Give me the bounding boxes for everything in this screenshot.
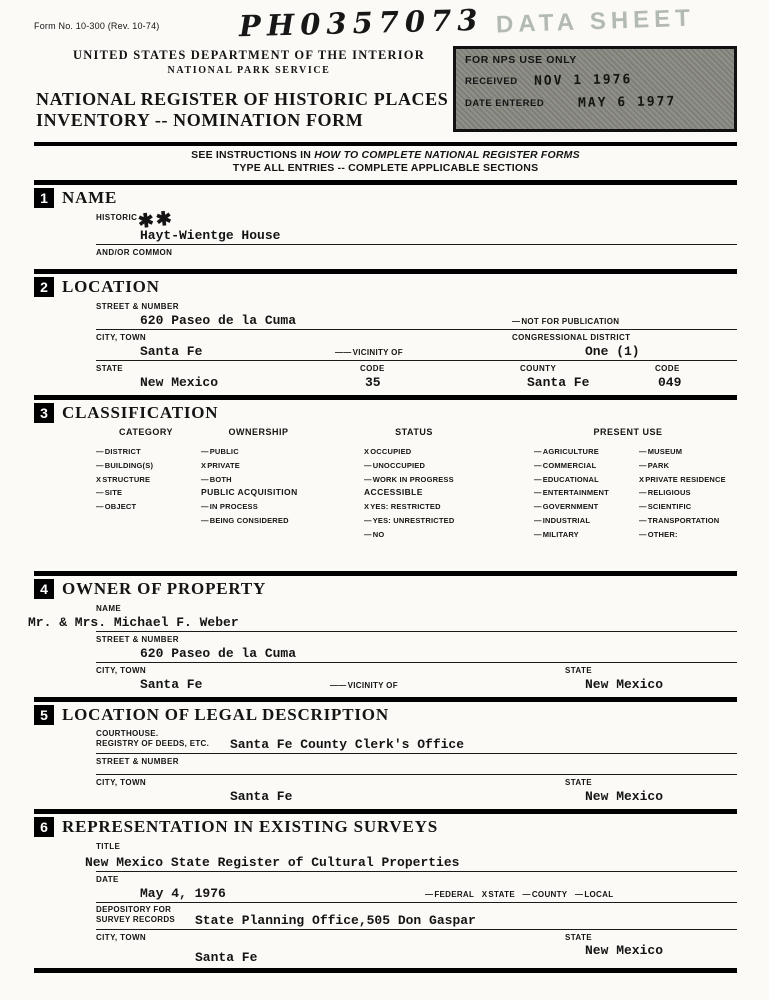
checkbox-mark: X xyxy=(96,474,102,484)
instructions-line2: TYPE ALL ENTRIES -- COMPLETE APPLICABLE SECTIONS xyxy=(232,162,539,174)
option-label: AGRICULTURE xyxy=(542,447,599,456)
public-acquisition-subheader: PUBLIC ACQUISITION xyxy=(201,487,298,498)
option-label: OBJECT xyxy=(104,502,137,512)
not-for-publication xyxy=(512,317,619,326)
option-label: NO xyxy=(372,529,385,539)
option-label: YES: RESTRICTED xyxy=(370,502,441,512)
county-code-value: 049 xyxy=(658,375,682,390)
checkbox-mark: — xyxy=(364,474,372,484)
option-label: LOCAL xyxy=(584,890,614,899)
section-1-header xyxy=(34,180,737,210)
received-label: RECEIVED xyxy=(465,76,518,87)
option-label: YES: UNRESTRICTED xyxy=(372,515,455,525)
state-row xyxy=(96,373,737,391)
checkbox-mark: — xyxy=(425,890,434,899)
checkbox-mark: — xyxy=(96,488,104,498)
checkbox-mark: — xyxy=(575,890,584,899)
vicinity-blank: —— xyxy=(335,348,352,357)
checkbox-mark: — xyxy=(534,474,542,484)
classification-grid xyxy=(96,425,737,567)
courthouse-value: Santa Fe County Clerk's Office xyxy=(230,737,465,752)
option-label: BEING CONSIDERED xyxy=(209,515,289,525)
section-4-body xyxy=(28,601,737,693)
classification-option xyxy=(639,459,726,473)
checkbox-mark: — xyxy=(96,447,104,456)
option-label: DISTRICT xyxy=(104,447,141,456)
checkbox-mark: X xyxy=(481,890,488,899)
checkbox-mark: — xyxy=(522,890,531,899)
section-4-number-badge: 4 xyxy=(34,579,54,599)
classification-option xyxy=(639,486,726,500)
classification-option xyxy=(96,486,153,500)
handwritten-asterisks: ✱✱ xyxy=(137,208,175,233)
legal-city-value: Santa Fe xyxy=(230,789,293,804)
section-4-title: OWNER OF PROPERTY xyxy=(62,579,267,598)
checkbox-mark: — xyxy=(534,460,542,470)
checkbox-mark: — xyxy=(364,529,372,539)
section-4-header xyxy=(34,571,737,601)
checkbox-mark: — xyxy=(639,515,647,525)
instructions-line1 xyxy=(34,149,737,161)
date-entered-row xyxy=(465,95,725,110)
vicinity-label: VICINITY OF xyxy=(347,681,398,690)
checkbox-mark: X xyxy=(639,474,645,484)
checkbox-mark: — xyxy=(201,447,209,456)
option-label: BOTH xyxy=(209,474,232,484)
option-label: MILITARY xyxy=(542,529,579,539)
classification-option xyxy=(201,500,298,514)
option-label: EDUCATIONAL xyxy=(542,474,599,484)
historic-label: HISTORIC xyxy=(96,213,138,222)
option-label: WORK IN PROGRESS xyxy=(372,474,454,484)
survey-title-row xyxy=(85,851,737,871)
section-5-header xyxy=(34,697,737,727)
section-1-number-badge: 1 xyxy=(34,188,54,208)
section-3-number-badge: 3 xyxy=(34,403,54,423)
owner-street-value: 620 Paseo de la Cuma xyxy=(140,646,297,661)
city-row xyxy=(96,342,737,360)
date-entered-label: DATE ENTERED xyxy=(465,98,545,109)
option-label: COMMERCIAL xyxy=(542,460,597,470)
checkbox-mark: — xyxy=(639,502,647,512)
level-county xyxy=(523,890,568,899)
state-code-value: 35 xyxy=(365,375,381,390)
classification-option xyxy=(364,445,454,459)
handwritten-control-number: PH0357073 xyxy=(238,2,484,44)
survey-state-value: New Mexico xyxy=(585,943,664,958)
option-label: BUILDING(S) xyxy=(104,460,154,470)
accessible-subheader: ACCESSIBLE xyxy=(364,487,423,498)
not-for-publication-label: NOT FOR PUBLICATION xyxy=(521,317,620,326)
checkbox-mark: — xyxy=(639,488,647,498)
state-label-row xyxy=(96,361,737,373)
option-label: TRANSPORTATION xyxy=(647,515,720,525)
checkbox-mark: — xyxy=(534,447,542,456)
courthouse-label-line1: COURTHOUSE. xyxy=(96,729,159,738)
option-label: OCCUPIED xyxy=(370,447,412,456)
courthouse-label xyxy=(96,729,209,749)
option-label: SITE xyxy=(104,488,123,498)
classification-option xyxy=(639,473,726,487)
section-6-number-badge: 6 xyxy=(34,817,54,837)
code-label-2: CODE xyxy=(655,364,680,373)
vicinity-label: VICINITY OF xyxy=(352,348,403,357)
instructions xyxy=(34,142,737,176)
header-left xyxy=(34,44,464,131)
bottom-bar xyxy=(34,968,737,973)
congressional-district-value: One (1) xyxy=(585,344,640,359)
ownership-column-header: OWNERSHIP xyxy=(228,427,289,437)
form-number: Form No. 10-300 (Rev. 10-74) xyxy=(34,21,160,31)
option-label: INDUSTRIAL xyxy=(542,515,591,525)
option-label: UNOCCUPIED xyxy=(372,460,426,470)
county-label: COUNTY xyxy=(520,364,557,373)
checkbox-mark: — xyxy=(201,474,209,484)
checkbox-mark: — xyxy=(96,502,104,512)
vicinity-blank: —— xyxy=(330,681,347,690)
street-row xyxy=(96,311,737,329)
street-value: 620 Paseo de la Cuma xyxy=(140,313,297,328)
section-2-header xyxy=(34,269,737,299)
owner-vicinity-of xyxy=(330,681,398,690)
option-label: STRUCTURE xyxy=(102,474,151,484)
checkbox-mark: — xyxy=(534,488,542,498)
classification-option xyxy=(534,500,609,514)
option-label: ENTERTAINMENT xyxy=(542,488,609,498)
survey-date-row xyxy=(96,884,737,902)
option-label: RELIGIOUS xyxy=(647,488,691,498)
owner-city-value: Santa Fe xyxy=(140,677,203,692)
depository-label xyxy=(96,905,175,925)
status-options xyxy=(364,445,454,542)
checkbox-mark: — xyxy=(201,502,209,512)
survey-title-label: TITLE xyxy=(96,842,121,851)
checkbox-mark: X xyxy=(364,447,370,456)
option-label: SCIENTIFIC xyxy=(647,502,692,512)
top-row xyxy=(34,2,737,44)
section-3-title: CLASSIFICATION xyxy=(62,403,219,422)
classification-option xyxy=(201,473,298,487)
present-use-left-options xyxy=(534,445,609,542)
survey-city-label: CITY, TOWN xyxy=(96,933,147,942)
depository-label-line1: DEPOSITORY FOR xyxy=(96,905,172,914)
date-entered-stamp: MAY 6 1977 xyxy=(578,94,677,111)
classification-option xyxy=(534,459,609,473)
checkbox-mark: — xyxy=(639,529,647,539)
owner-street-row xyxy=(96,644,737,662)
checkbox-mark: — xyxy=(639,460,647,470)
category-options xyxy=(96,445,153,514)
classification-option xyxy=(364,473,454,487)
checkbox-mark: — xyxy=(534,515,542,525)
owner-city-row xyxy=(96,675,737,693)
owner-city-label-row xyxy=(96,663,737,675)
checkbox-mark: — xyxy=(364,515,372,525)
survey-state-label: STATE xyxy=(565,933,593,942)
level-local xyxy=(575,890,613,899)
department-line: UNITED STATES DEPARTMENT OF THE INTERIOR xyxy=(73,48,425,62)
classification-option xyxy=(534,528,609,542)
section-1-title: NAME xyxy=(62,188,118,207)
section-2-title: LOCATION xyxy=(62,277,160,296)
agency-line: NATIONAL PARK SERVICE xyxy=(167,65,331,76)
option-label: MUSEUM xyxy=(647,447,683,456)
checkbox-mark: X xyxy=(364,502,370,512)
present-use-right-options xyxy=(639,445,726,542)
owner-city-label: CITY, TOWN xyxy=(96,666,147,675)
checkbox-mark: — xyxy=(512,317,521,326)
received-row xyxy=(465,73,725,88)
owner-name-label: NAME xyxy=(96,604,122,613)
owner-name-row xyxy=(28,613,737,631)
nps-use-only-box xyxy=(453,46,737,132)
owner-state-label: STATE xyxy=(565,666,593,675)
classification-option xyxy=(364,459,454,473)
code-label: CODE xyxy=(360,364,385,373)
survey-level-options xyxy=(425,890,613,899)
survey-city-value: Santa Fe xyxy=(195,950,258,965)
survey-city-row xyxy=(96,942,737,966)
section-5-title: LOCATION OF LEGAL DESCRIPTION xyxy=(62,705,389,724)
checkbox-mark: — xyxy=(534,529,542,539)
classification-option xyxy=(364,500,454,514)
option-label: COUNTY xyxy=(531,890,568,899)
option-label: PRIVATE xyxy=(207,460,240,470)
classification-option xyxy=(96,473,153,487)
legal-city-label-row xyxy=(96,775,737,787)
instructions-manual-title: HOW TO COMPLETE NATIONAL REGISTER FORMS xyxy=(314,149,580,161)
legal-city-label: CITY, TOWN xyxy=(96,778,147,787)
section-6-body xyxy=(85,839,737,966)
survey-date-label: DATE xyxy=(96,875,119,884)
classification-option xyxy=(639,528,726,542)
section-2-number-badge: 2 xyxy=(34,277,54,297)
owner-name-value: Mr. & Mrs. Michael F. Weber xyxy=(28,615,239,630)
city-label-row xyxy=(96,330,737,342)
classification-option xyxy=(364,514,454,528)
checkbox-mark: — xyxy=(639,447,647,456)
option-label: PRIVATE RESIDENCE xyxy=(645,474,726,484)
section-6-title: REPRESENTATION IN EXISTING SURVEYS xyxy=(62,817,438,836)
option-label: STATE xyxy=(488,890,515,899)
classification-option xyxy=(96,445,153,459)
and-or-common-label: AND/OR COMMON xyxy=(96,248,173,257)
checkbox-mark: — xyxy=(96,460,104,470)
common-name-row xyxy=(96,257,737,265)
checkbox-mark: — xyxy=(534,502,542,512)
survey-city-label-row xyxy=(96,930,737,942)
checkbox-mark: — xyxy=(364,460,372,470)
classification-option xyxy=(639,445,726,459)
courthouse-label-line2: REGISTRY OF DEEDS, ETC. xyxy=(96,739,210,748)
classification-option xyxy=(534,473,609,487)
street-number-label: STREET & NUMBER xyxy=(96,302,179,311)
option-label: GOVERNMENT xyxy=(542,502,599,512)
form-title-line1: NATIONAL REGISTER OF HISTORIC PLACES xyxy=(36,89,449,109)
nps-box-title: FOR NPS USE ONLY xyxy=(465,54,577,66)
city-value: Santa Fe xyxy=(140,344,203,359)
classification-option xyxy=(96,459,153,473)
ownership-options xyxy=(201,445,298,528)
received-date-stamp: NOV 1 1976 xyxy=(533,72,632,89)
instructions-pre: SEE INSTRUCTIONS IN xyxy=(191,149,315,161)
section-5-number-badge: 5 xyxy=(34,705,54,725)
owner-street-label: STREET & NUMBER xyxy=(96,635,179,644)
classification-option xyxy=(201,459,298,473)
option-label: FEDERAL xyxy=(434,890,475,899)
classification-option xyxy=(534,486,609,500)
section-5-body xyxy=(96,727,737,805)
option-label: PARK xyxy=(647,460,670,470)
legal-street-row xyxy=(96,766,737,774)
state-label: STATE xyxy=(96,364,124,373)
legal-city-row xyxy=(96,787,737,805)
section-6-header xyxy=(34,809,737,839)
survey-title-value: New Mexico State Register of Cultural Properties xyxy=(85,855,460,870)
option-label: IN PROCESS xyxy=(209,502,258,512)
checkbox-mark: — xyxy=(201,515,209,525)
legal-street-label: STREET & NUMBER xyxy=(96,757,179,766)
historic-name-value: Hayt-Wientge House xyxy=(140,228,281,243)
data-sheet-stamp: DATA SHEET xyxy=(495,4,696,39)
checkbox-mark: X xyxy=(201,460,207,470)
depository-label-line2: SURVEY RECORDS xyxy=(96,915,176,924)
vicinity-of xyxy=(335,348,403,357)
classification-option xyxy=(201,514,298,528)
present-use-column-header: PRESENT USE xyxy=(593,427,663,437)
form-header xyxy=(34,44,737,140)
classification-option xyxy=(96,500,153,514)
survey-date-value: May 4, 1976 xyxy=(140,886,226,901)
classification-option xyxy=(639,500,726,514)
congressional-district-label: CONGRESSIONAL DISTRICT xyxy=(512,333,631,342)
level-state xyxy=(482,890,515,899)
legal-state-label: STATE xyxy=(565,778,593,787)
category-column-header: CATEGORY xyxy=(118,427,173,437)
level-federal xyxy=(425,890,474,899)
classification-option xyxy=(639,514,726,528)
county-value: Santa Fe xyxy=(527,375,590,390)
depository-value: State Planning Office,505 Don Gaspar xyxy=(195,913,476,928)
form-title-line2: INVENTORY -- NOMINATION FORM xyxy=(36,110,364,130)
option-label: PUBLIC xyxy=(209,447,239,456)
option-label: OTHER: xyxy=(647,529,678,539)
classification-option xyxy=(364,528,454,542)
courthouse-row xyxy=(96,727,737,753)
classification-option xyxy=(534,445,609,459)
owner-state-value: New Mexico xyxy=(585,677,664,692)
section-2-body xyxy=(96,299,737,391)
section-3-header xyxy=(34,395,737,425)
state-value: New Mexico xyxy=(140,375,219,390)
city-town-label: CITY, TOWN xyxy=(96,333,147,342)
status-column-header: STATUS xyxy=(395,427,433,437)
classification-option xyxy=(534,514,609,528)
legal-state-value: New Mexico xyxy=(585,789,664,804)
section-1-body xyxy=(96,210,737,265)
classification-option xyxy=(201,445,298,459)
depository-row xyxy=(96,903,737,929)
